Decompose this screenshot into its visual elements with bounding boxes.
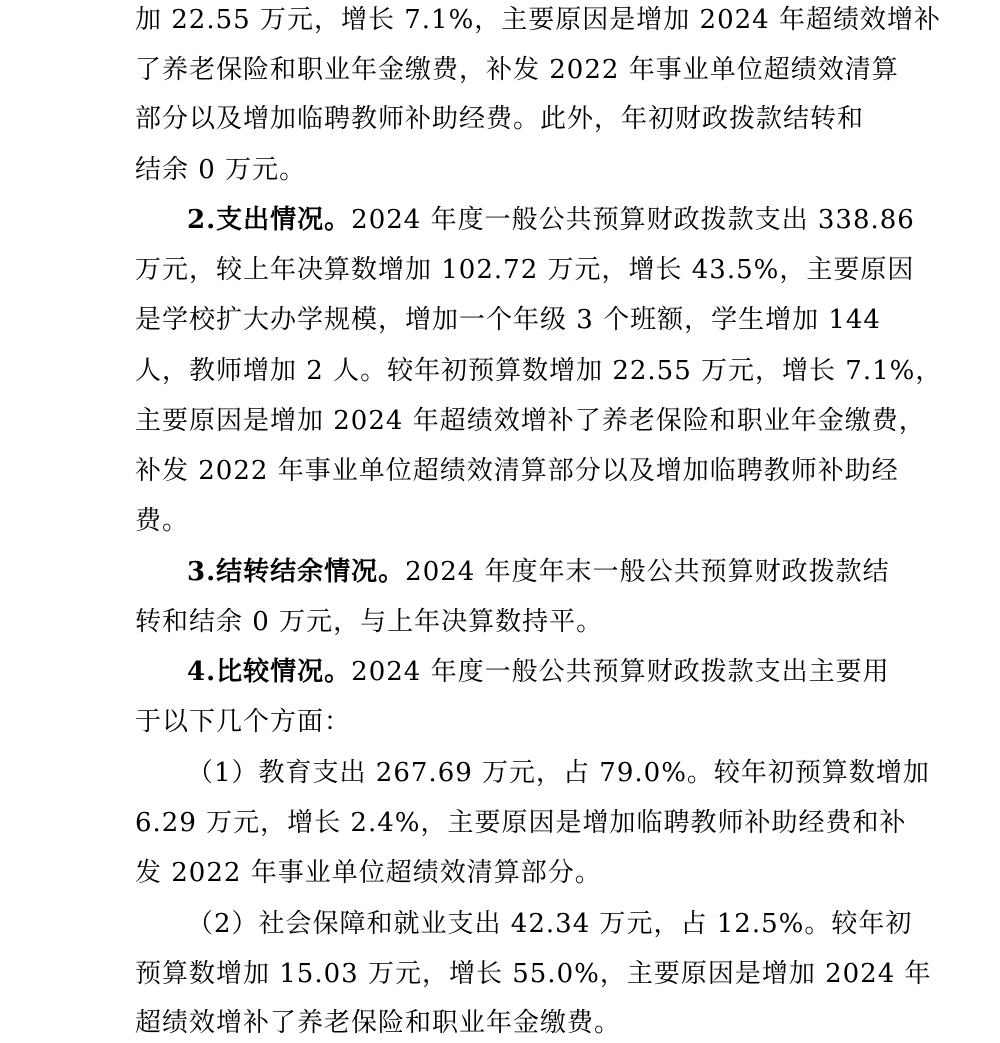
text-line <box>135 0 941 40</box>
section-heading: 4.比较情况。 <box>187 657 352 687</box>
line-text: 超绩效增补了养老保险和职业年金缴费。 <box>135 1008 622 1038</box>
text-line <box>135 853 602 893</box>
list-item-line <box>187 753 930 793</box>
section-heading-line <box>187 200 915 240</box>
section-heading: 3.结转结余情况。 <box>187 557 406 587</box>
line-text: 6.29 万元，增长 2.4%，主要原因是增加临聘教师补助经费和补 <box>135 808 907 838</box>
line-text: 主要原因是增加 2024 年超绩效增补了养老保险和职业年金缴费， <box>135 406 926 436</box>
text-line <box>135 1003 621 1043</box>
line-text: 预算数增加 15.03 万元，增长 55.0%，主要原因是增加 2024 年 <box>135 959 932 989</box>
line-text: （1）教育支出 267.69 万元，占 79.0%。较年初预算数增加 <box>187 758 930 788</box>
text-line <box>135 300 881 340</box>
line-text: 于以下几个方面： <box>135 707 352 737</box>
line-text: 发 2022 年事业单位超绩效清算部分。 <box>135 858 602 888</box>
line-text: 部分以及增加临聘教师补助经费。此外，年初财政拨款结转和 <box>135 104 865 134</box>
text-line <box>135 250 914 290</box>
line-text: 是学校扩大办学规模，增加一个年级 3 个班额，学生增加 144 <box>135 305 881 335</box>
section-heading-line <box>187 652 890 692</box>
text-line <box>135 702 351 742</box>
line-text: 2024 年度一般公共预算财政拨款支出 338.86 <box>351 205 915 235</box>
text-line <box>135 150 306 190</box>
text-line <box>135 451 899 491</box>
text-line <box>135 50 899 90</box>
line-text: （2）社会保障和就业支出 42.34 万元，占 12.5%。较年初 <box>187 909 913 939</box>
section-heading: 2.支出情况。 <box>187 205 352 235</box>
line-text: 2024 年度一般公共预算财政拨款支出主要用 <box>351 657 890 687</box>
text-line <box>135 351 942 391</box>
section-heading-line <box>187 552 890 592</box>
line-text: 2024 年度年末一般公共预算财政拨款结 <box>405 557 890 587</box>
list-item-line <box>187 904 912 944</box>
line-text: 转和结余 0 万元，与上年决算数持平。 <box>135 607 604 637</box>
text-line <box>135 954 932 994</box>
line-text: 费。 <box>135 506 190 536</box>
text-line <box>135 803 906 843</box>
line-text: 万元，较上年决算数增加 102.72 万元，增长 43.5%，主要原因 <box>135 255 915 285</box>
line-text: 结余 0 万元。 <box>135 155 307 185</box>
line-text: 了养老保险和职业年金缴费，补发 2022 年事业单位超绩效清算 <box>135 55 899 85</box>
text-line <box>135 401 926 441</box>
text-line <box>135 99 864 139</box>
line-text: 加 22.55 万元，增长 7.1%，主要原因是增加 2024 年超绩效增补 <box>135 5 941 35</box>
line-text: 补发 2022 年事业单位超绩效清算部分以及增加临聘教师补助经 <box>135 456 899 486</box>
line-text: 人，教师增加 2 人。较年初预算数增加 22.55 万元，增长 7.1%， <box>135 356 943 386</box>
text-line <box>135 501 189 541</box>
text-line <box>135 602 603 642</box>
